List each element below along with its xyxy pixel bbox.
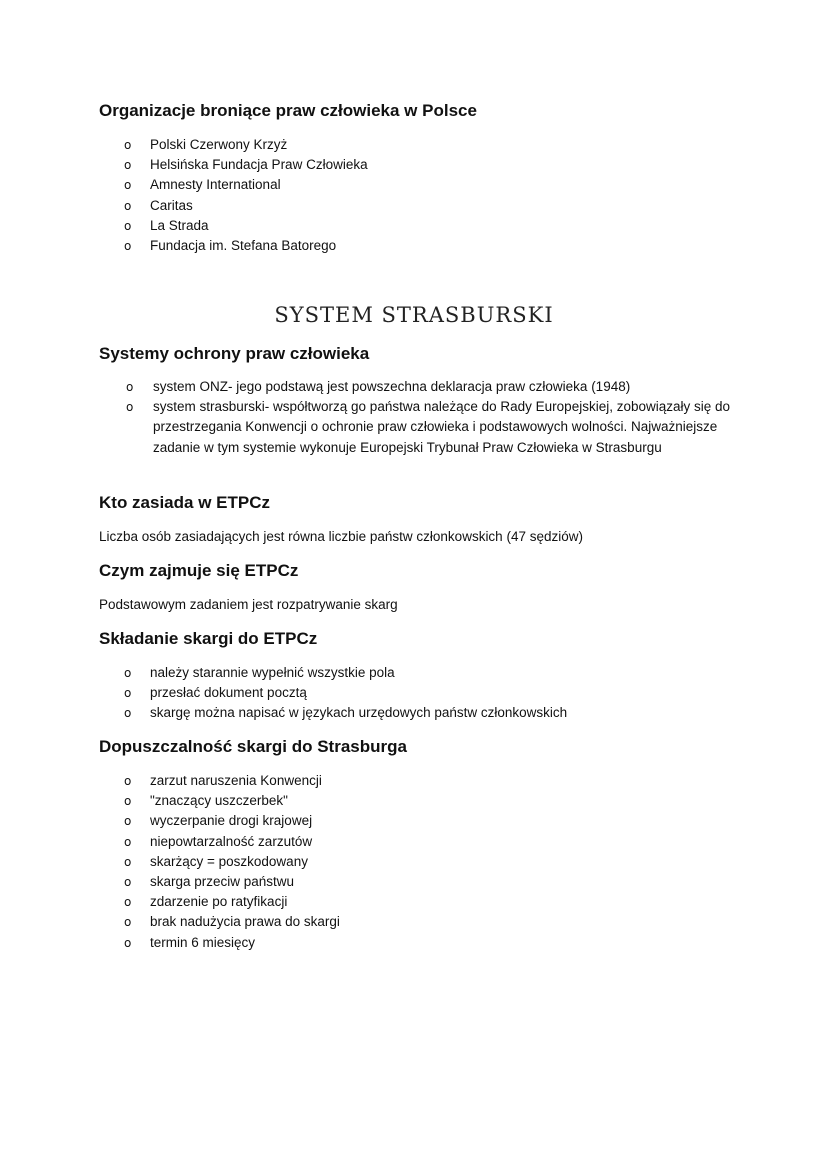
list-item: [124, 892, 340, 912]
complaint-list: [124, 663, 567, 724]
list-item: [126, 397, 736, 458]
bullet-icon: o: [124, 158, 132, 173]
list-item: [124, 791, 340, 811]
list-item: [126, 377, 736, 397]
what-heading: Czym zajmuje się ETPCz: [99, 561, 299, 580]
bullet-icon: o: [124, 218, 132, 233]
list-item-text: Amnesty International: [150, 177, 281, 193]
systems-list: [126, 377, 736, 458]
admissibility-list: [124, 771, 340, 953]
list-item: [124, 175, 368, 195]
list-item: [124, 196, 368, 216]
list-item: [124, 216, 368, 236]
bullet-icon: o: [124, 935, 132, 950]
list-item: [124, 771, 340, 791]
list-item-text: zdarzenie po ratyfikacji: [150, 894, 288, 910]
bullet-icon: o: [124, 706, 132, 721]
list-item-text: system ONZ- jego podstawą jest powszechna deklaracja praw człowieka (1948): [153, 379, 631, 394]
list-item-text: wyczerpanie drogi krajowej: [150, 813, 313, 829]
bullet-icon: o: [124, 814, 132, 829]
list-item: [124, 135, 368, 155]
list-item-text: zarzut naruszenia Konwencji: [150, 773, 322, 788]
systems-heading: Systemy ochrony praw człowieka: [99, 344, 370, 363]
bullet-icon: o: [124, 915, 132, 930]
list-item: [124, 663, 567, 683]
bullet-icon: o: [124, 774, 132, 788]
bullet-icon: o: [124, 198, 132, 213]
list-item-text: przesłać dokument pocztą: [150, 685, 307, 701]
list-item: [124, 933, 340, 953]
page-title: SYSTEM STRASBURSKI: [274, 303, 554, 327]
list-item-text: termin 6 miesięcy: [150, 934, 256, 950]
bullet-icon: o: [126, 380, 134, 394]
bullet-icon: o: [124, 686, 132, 701]
bullet-icon: o: [124, 895, 132, 910]
list-item: [124, 832, 340, 852]
list-item-text: Polski Czerwony Krzyż: [150, 137, 288, 152]
complaint-heading: Składanie skargi do ETPCz: [99, 629, 318, 648]
bullet-icon: o: [124, 854, 132, 869]
list-item-text: system strasburski- współtworzą go państwa należące do Rady Europejskiej, zobowiązały się do przestrzegania Konwencji o ochronie praw człowieka i podstawowych wolności. Najważniejsze zadanie w tym systemie wykonuje Europejski Trybunał Praw Człowieka w Strasburgu: [153, 399, 731, 455]
list-item-text: należy starannie wypełnić wszystkie pola: [150, 665, 395, 680]
list-item: [124, 703, 567, 723]
list-item: [124, 683, 567, 703]
list-item: [124, 852, 340, 872]
organizations-heading: Organizacje broniące praw człowieka w Polsce: [99, 101, 477, 120]
list-item-text: Helsińska Fundacja Praw Człowieka: [150, 157, 368, 173]
bullet-icon: o: [124, 138, 132, 152]
list-item-text: "znaczący uszczerbek": [150, 793, 288, 809]
who-heading: Kto zasiada w ETPCz: [99, 493, 270, 512]
list-item: [124, 155, 368, 175]
list-item-text: Fundacja im. Stefana Batorego: [150, 238, 337, 254]
list-item-text: skarga przeciw państwu: [150, 874, 295, 890]
list-item-text: La Strada: [150, 217, 209, 233]
list-item-text: skargę można napisać w językach urzędowych państw członkowskich: [150, 705, 568, 721]
list-item-text: skarżący = poszkodowany: [150, 853, 308, 869]
list-item: [124, 872, 340, 892]
bullet-icon: o: [124, 666, 132, 680]
bullet-icon: o: [126, 400, 134, 415]
bullet-icon: o: [124, 794, 132, 809]
what-text: Podstawowym zadaniem jest rozpatrywanie skarg: [99, 597, 398, 612]
bullet-icon: o: [124, 239, 132, 254]
list-item: [124, 912, 340, 932]
list-item: [124, 811, 340, 831]
list-item-text: brak nadużycia prawa do skargi: [150, 914, 340, 930]
bullet-icon: o: [124, 834, 132, 849]
organizations-list: [124, 135, 368, 256]
bullet-icon: o: [124, 875, 132, 890]
who-text: Liczba osób zasiadających jest równa liczbie państw członkowskich (47 sędziów): [99, 529, 583, 544]
list-item: [124, 236, 368, 256]
list-item-text: Caritas: [150, 197, 193, 213]
bullet-icon: o: [124, 178, 132, 193]
list-item-text: niepowtarzalność zarzutów: [150, 833, 313, 849]
admissibility-heading: Dopuszczalność skargi do Strasburga: [99, 737, 407, 756]
